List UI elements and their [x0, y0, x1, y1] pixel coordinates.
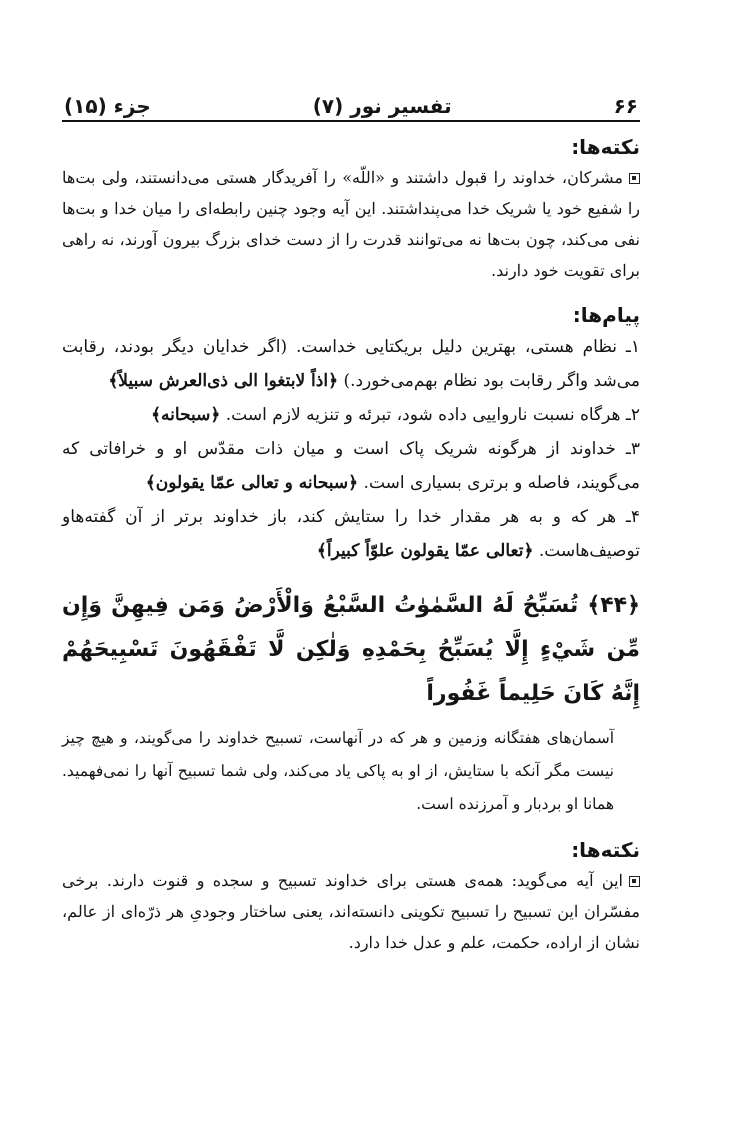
messages-heading: پیام‌ها:	[572, 303, 640, 327]
part-number: جزء (۱۵)	[64, 94, 151, 118]
message-quote: ﴿سبحانه و تعالی عمّا یقولون﴾	[145, 473, 359, 493]
book-title: تفسیر نور (۷)	[312, 94, 452, 118]
message-item-4: ۴ـ هر که و به هر مقدار خدا را ستایش کند، باز خداوند برتر از آن گفته‌هاو توصیف‌هاست. ﴿تعالی عمّا یقولون علوّاً کبیراً﴾	[62, 507, 640, 561]
message-item-3: ۳ـ خداوند از هرگونه شریک پاک است و میان ذات مقدّس او و خرافاتی که می‌گویند، فاصله و برتری بسیاری است. ﴿سبحانه و تعالی عمّا یقولون﴾	[62, 439, 640, 493]
message-quote: ﴿سبحانه﴾	[151, 405, 221, 425]
notes-heading: نکته‌ها:	[571, 838, 640, 862]
notes-paragraph: مشرکان، خداوند را قبول داشتند و «اللّه» را آفریدگار هستی می‌دانستند، ولی بت‌ها را شفیع خود یا شریک خدا می‌پنداشتند. این آیه وجود چنین رابطه‌ای را میان خدا و بت‌ها نفی می‌کند، چون بت‌ها نه می‌توانند قدرت را از دست خدای بزرگ بیرون آورند، نه راهی برای تقویت خود دارند.	[62, 168, 640, 280]
message-quote: ﴿تعالی عمّا یقولون علوّاً کبیراً﴾	[316, 541, 534, 561]
messages-section	[62, 300, 640, 568]
book-page	[62, 82, 640, 958]
page-number: ۶۶	[613, 94, 638, 118]
message-quote: ﴿اذاً لابتغوا الی ذی‌العرش سبیلاً﴾	[108, 371, 339, 391]
notes-heading: نکته‌ها:	[571, 135, 640, 159]
notes-section-2	[62, 835, 640, 958]
verse-number: ﴿۴۴﴾	[587, 593, 640, 618]
notes-paragraph: این آیه می‌گوید: همه‌ی هستی برای خداوند تسبیح و سجده و قنوت دارند. برخی مفسّران این تسبیح را تسبیح تکوینی دانسته‌اند، یعنی ساختار وجودیِ هر ذرّه‌ای از عالم، نشان از اراده، حکمت، علم و عدل خدا دارد.	[62, 871, 640, 952]
verse-arabic: ﴿۴۴﴾ تُسَبِّحُ لَهُ السَّمٰوٰتُ السَّبْعُ وَالْأَرْضُ وَمَن فِيهِنَّ وَإِن مِّن شَيْءٍ إِلَّا يُسَبِّحُ بِحَمْدِهِ وَلٰكِن لَّا تَفْقَهُونَ تَسْبِيحَهُمْ إِنَّهُ كَانَ حَلِيماً غَفُوراً	[62, 593, 640, 706]
notes-section-1	[62, 132, 640, 286]
bullet-icon	[629, 173, 640, 184]
message-item-2: ۲ـ هرگاه نسبت نارواییی داده شود، تبرئه و تنزیه لازم است. ﴿سبحانه﴾	[151, 405, 640, 425]
page-header	[62, 82, 640, 122]
message-item-1: ۱ـ نظام هستی، بهترین دلیل بریکتایی خداست. (اگر خدایان دیگر بودند، رقابت می‌شد واگر رقابت بود نظام بهم‌می‌خورد.) ﴿اذاً لابتغوا الی ذی‌العرش سبیلاً﴾	[62, 337, 640, 391]
bullet-icon	[629, 876, 640, 887]
verse-translation: آسمان‌های هفتگانه وزمین و هر که در آنهاست، تسبیح خداوند را می‌گویند، و هیچ چیز نیست مگر آنکه با ستایش، از او به پاکی یاد می‌کند، ولی شما تسبیح آنها را نمی‌فهمید. همانا او بردبار و آمرزنده است.	[62, 729, 614, 813]
verse-section	[62, 584, 640, 821]
